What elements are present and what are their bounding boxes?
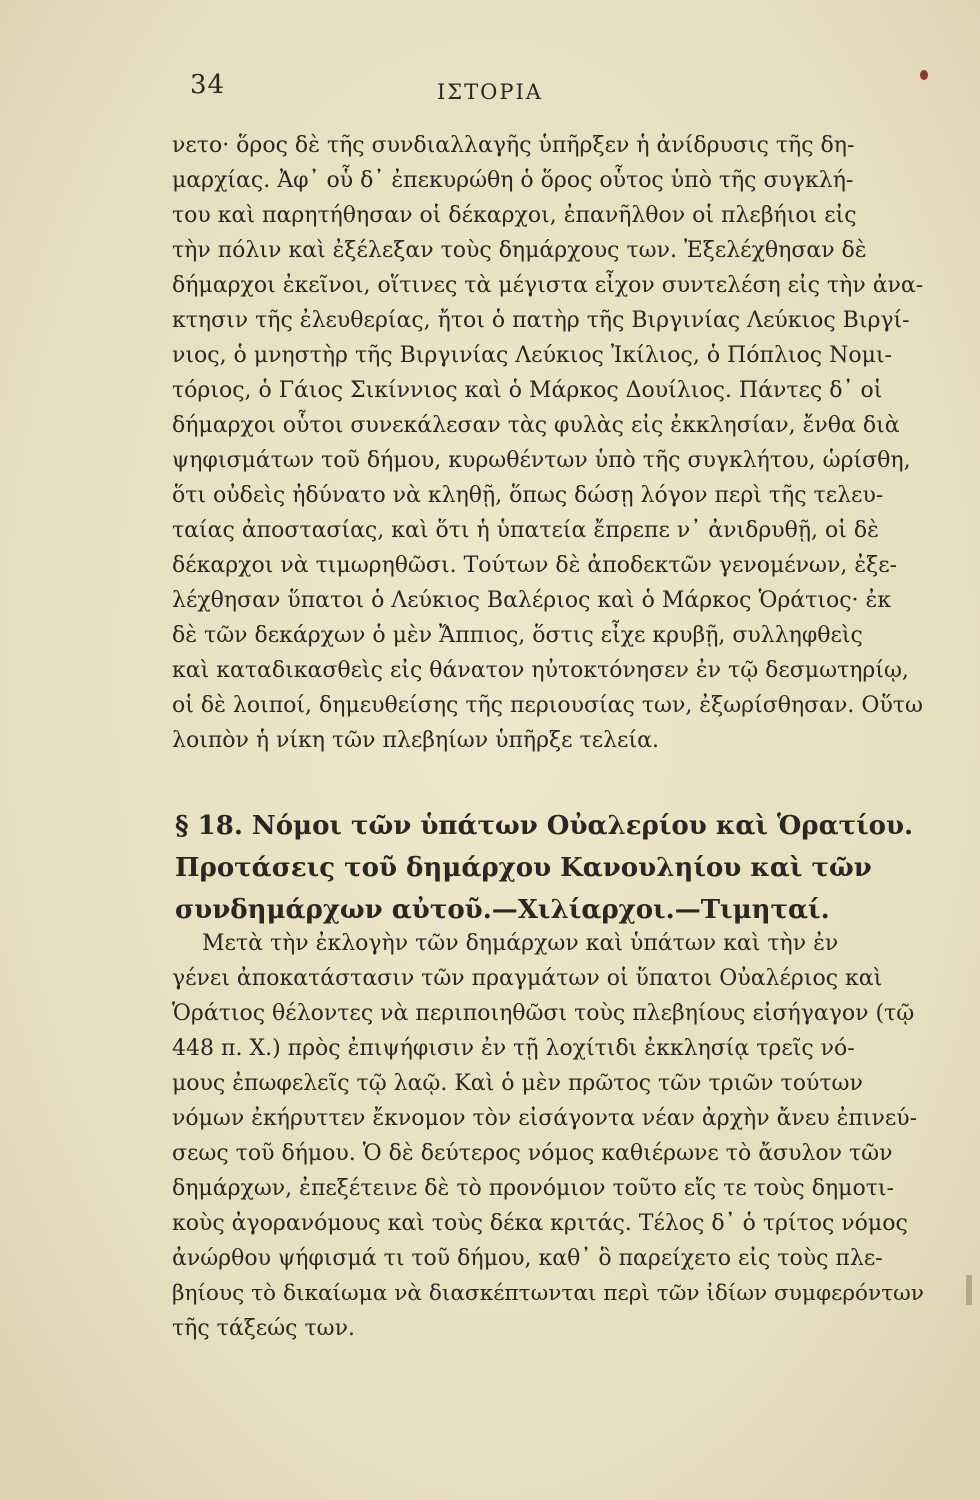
page-number: 34 xyxy=(190,70,226,100)
text-line: ἀνώρθου ψήφισμά τι τοῦ δήμου, καθ᾽ ὃ παρείχετο εἰς τοὺς πλε- xyxy=(172,1246,883,1271)
heading-line: Προτάσεις τοῦ δημάρχου Κανουληίου καὶ τῶν xyxy=(175,853,872,883)
paragraph-1 xyxy=(172,128,932,758)
text-line: δέκαρχοι νὰ τιμωρηθῶσι. Τούτων δὲ ἀποδεκτῶν γενομένων, ἐξε- xyxy=(172,553,898,578)
text-line: του καὶ παρητήθησαν οἱ δέκαρχοι, ἐπανῆλθον οἱ πλεβήιοι εἰς xyxy=(172,203,857,228)
text-line: Μετὰ τὴν ἐκλογὴν τῶν δημάρχων καὶ ὑπάτων καὶ τὴν ἐν xyxy=(202,931,839,956)
text-line: 448 π. Χ.) πρὸς ἐπιψήφισιν ἐν τῇ λοχίτιδι ἐκκλησίᾳ τρεῖς νό- xyxy=(172,1036,855,1061)
ink-spot xyxy=(920,70,928,80)
text-line: τόριος, ὁ Γάιος Σικίννιος καὶ ὁ Μάρκος Δουίλιος. Πάντες δ᾽ οἱ xyxy=(172,378,883,403)
text-line: δὲ τῶν δεκάρχων ὁ μὲν Ἄππιος, ὅστις εἶχε κρυβῇ, συλληφθεὶς xyxy=(172,623,863,648)
running-title: ΙΣΤΟΡΙΑ xyxy=(437,80,543,104)
text-line: ὅτι οὐδεὶς ἠδύνατο νὰ κληθῇ, ὅπως δώσῃ λόγον περὶ τῆς τελευ- xyxy=(172,483,884,508)
heading-line: § 18. Νόμοι τῶν ὑπάτων Οὐαλερίου καὶ Ὁρατίου. xyxy=(175,811,914,841)
text-line: μαρχίας. Ἀφ᾽ οὗ δ᾽ ἐπεκυρώθη ὁ ὅρος οὗτος ὑπὸ τῆς συγκλή- xyxy=(172,168,854,193)
text-line: ψηφισμάτων τοῦ δήμου, κυρωθέντων ὑπὸ τῆς συγκλήτου, ὡρίσθη, xyxy=(172,448,911,473)
text-line: σεως τοῦ δήμου. Ὁ δὲ δεύτερος νόμος καθιέρωνε τὸ ἄσυλον τῶν xyxy=(172,1141,893,1166)
section-heading xyxy=(175,805,935,931)
text-line: τῆς τάξεώς των. xyxy=(172,1316,355,1341)
text-line: νετο· ὅρος δὲ τῆς συνδιαλλαγῆς ὑπῆρξεν ἡ ἀνίδρυσις τῆς δη- xyxy=(172,133,855,158)
page-edge-mark xyxy=(966,1275,972,1305)
text-line: δημάρχων, ἐπεξέτεινε δὲ τὸ προνόμιον τοῦτο εἴς τε τοὺς δημοτι- xyxy=(172,1176,894,1201)
heading-line: συνδημάρχων αὐτοῦ.—Χιλίαρχοι.—Τιμηταί. xyxy=(175,895,830,925)
text-line: καὶ καταδικασθεὶς εἰς θάνατον ηὐτοκτόνησεν ἐν τῷ δεσμωτηρίῳ, xyxy=(172,658,909,683)
text-line: λέχθησαν ὕπατοι ὁ Λεύκιος Βαλέριος καὶ ὁ Μάρκος Ὁράτιος· ἐκ xyxy=(172,588,892,613)
text-line: λοιπὸν ἡ νίκη τῶν πλεβηίων ὑπῆρξε τελεία. xyxy=(172,728,659,753)
text-line: μους ἐπωφελεῖς τῷ λαῷ. Καὶ ὁ μὲν πρῶτος τῶν τριῶν τούτων xyxy=(172,1071,863,1096)
text-line: Ὁράτιος θέλοντες νὰ περιποιηθῶσι τοὺς πλεβηίους εἰσήγαγον (τῷ xyxy=(172,1001,915,1026)
text-line: οἱ δὲ λοιποί, δημευθείσης τῆς περιουσίας των, ἐξωρίσθησαν. Οὕτω xyxy=(172,693,923,718)
text-line: νόμων ἐκήρυττεν ἔκνομον τὸν εἰσάγοντα νέαν ἀρχὴν ἄνευ ἐπινεύ- xyxy=(172,1106,918,1131)
text-line: βηίους τὸ δικαίωμα νὰ διασκέπτωνται περὶ τῶν ἰδίων συμφερόντων xyxy=(172,1281,924,1306)
text-line: νιος, ὁ μνηστὴρ τῆς Βιργινίας Λεύκιος Ἰκίλιος, ὁ Πόπλιος Νομι- xyxy=(172,343,892,368)
text-line: δήμαρχοι οὗτοι συνεκάλεσαν τὰς φυλὰς εἰς ἐκκλησίαν, ἔνθα διὰ xyxy=(172,413,900,438)
text-line: ταίας ἀποστασίας, καὶ ὅτι ἡ ὑπατεία ἔπρεπε ν᾽ ἀνιδρυθῇ, οἱ δὲ xyxy=(172,518,879,543)
paragraph-2 xyxy=(172,926,932,1346)
text-line: κοὺς ἀγορανόμους καὶ τοὺς δέκα κριτάς. Τέλος δ᾽ ὁ τρίτος νόμος xyxy=(172,1211,908,1236)
text-line: τὴν πόλιν καὶ ἐξέλεξαν τοὺς δημάρχους των. Ἐξελέχθησαν δὲ xyxy=(172,238,867,263)
text-line: γένει ἀποκατάστασιν τῶν πραγμάτων οἱ ὕπατοι Οὐαλέριος καὶ xyxy=(172,966,883,991)
text-line: κτησιν τῆς ἐλευθερίας, ἤτοι ὁ πατὴρ τῆς Βιργινίας Λεύκιος Βιργί- xyxy=(172,308,910,333)
text-line: δήμαρχοι ἐκεῖνοι, οἵτινες τὰ μέγιστα εἶχον συντελέση εἰς τὴν ἀνα- xyxy=(172,273,924,298)
page-header xyxy=(0,70,980,110)
